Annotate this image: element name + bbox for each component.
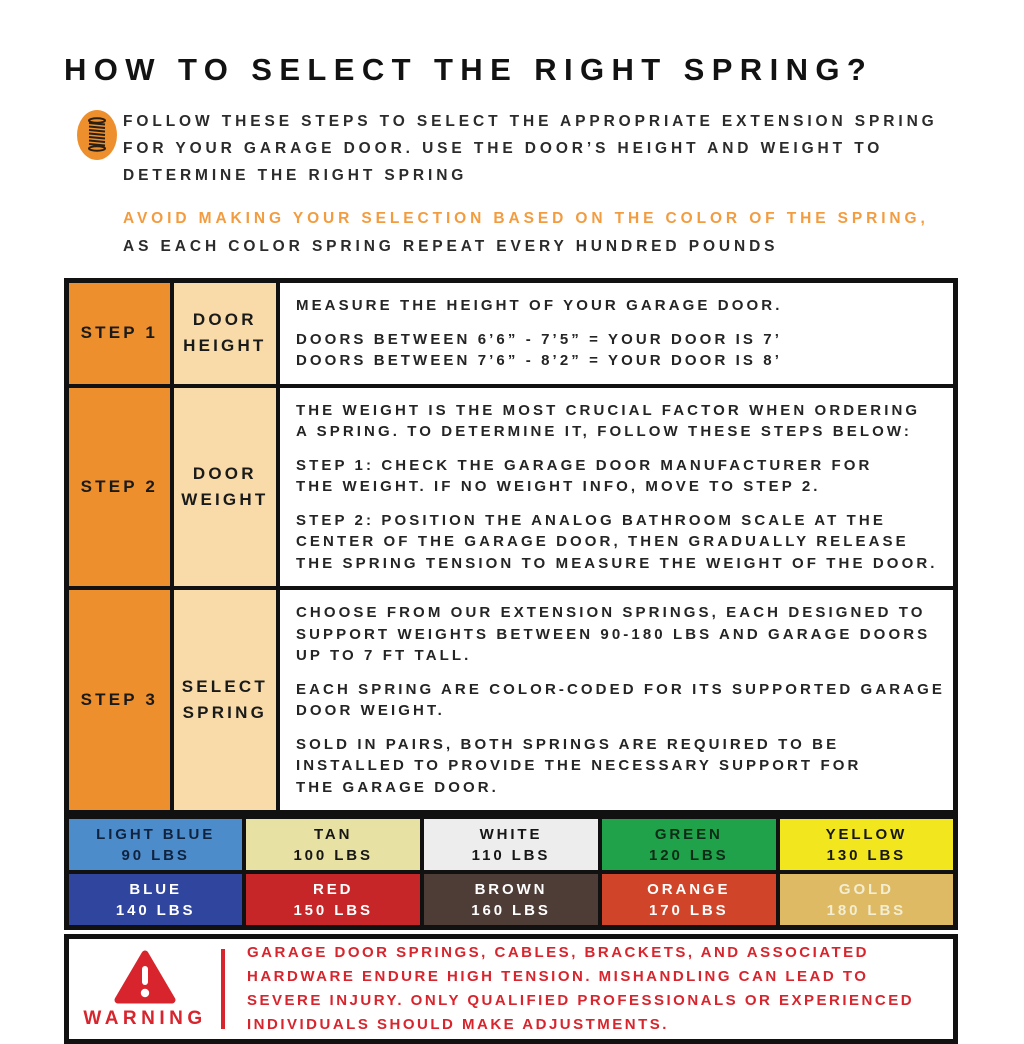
step-2-label: STEP 2 — [67, 386, 172, 589]
description-line: SUPPORT WEIGHTS BETWEEN 90-180 LBS AND GARAGE DOORS — [295, 625, 931, 643]
description-paragraph — [296, 679, 945, 722]
spring-swatch-gold — [778, 872, 956, 928]
description-line: STEP 2: POSITION THE ANALOG BATHROOM SCALE AT THE — [295, 511, 886, 529]
step-2-category — [172, 386, 278, 589]
description-line: THE WEIGHT IS THE MOST CRUCIAL FACTOR WHEN ORDERING — [295, 401, 921, 419]
category-line: HEIGHT — [183, 336, 267, 356]
description-line: SOLD IN PAIRS, BOTH SPRINGS ARE REQUIRED TO BE — [295, 735, 840, 753]
description-line: DOORS BETWEEN 7’6” - 8’2” = YOUR DOOR IS 8’ — [295, 352, 783, 369]
description-line: DOORS BETWEEN 6’6” - 7’5” = YOUR DOOR IS 7’ — [295, 330, 783, 348]
spring-color-name: LIGHT BLUE — [96, 825, 216, 843]
spring-swatch-tan — [244, 817, 422, 873]
warning-section — [64, 934, 958, 1044]
spring-swatch-blue — [67, 872, 245, 928]
spring-swatch-brown — [422, 872, 600, 928]
warning-badge — [69, 949, 221, 1030]
description-paragraph — [296, 602, 945, 667]
intro-line: FOLLOW THESE STEPS TO SELECT THE APPROPRIATE EXTENSION SPRING — [123, 113, 938, 130]
caution-line: AS EACH COLOR SPRING REPEAT EVERY HUNDRED POUNDS — [123, 238, 779, 255]
category-line: WEIGHT — [181, 489, 269, 509]
warning-line: HARDWARE ENDURE HIGH TENSION. MISHANDLING CAN LEAD TO — [247, 968, 869, 985]
step-3-description — [278, 588, 956, 813]
spring-color-name: YELLOW — [825, 825, 908, 843]
step-2-description — [278, 386, 956, 589]
spring-swatch-red — [244, 872, 422, 928]
warning-line: SEVERE INJURY. ONLY QUALIFIED PROFESSIONALS OR EXPERIENCED — [247, 992, 915, 1009]
spring-color-name: BLUE — [129, 880, 182, 898]
intro-text — [123, 106, 938, 189]
description-paragraph — [296, 295, 945, 317]
description-line: CENTER OF THE GARAGE DOOR, THEN GRADUALLY RELEASE — [295, 533, 909, 550]
spring-coil-icon — [77, 110, 117, 160]
caution-note — [123, 205, 958, 261]
step-1-description — [278, 281, 956, 386]
spring-swatch-orange — [600, 872, 778, 928]
intro-line: FOR YOUR GARAGE DOOR. USE THE DOOR’S HEIGHT AND WEIGHT TO — [123, 140, 884, 157]
description-line: THE GARAGE DOOR. — [295, 778, 499, 796]
warning-line: INDIVIDUALS SHOULD MAKE ADJUSTMENTS. — [247, 1016, 669, 1033]
description-paragraph — [296, 734, 945, 799]
spring-weight: 100 LBS — [293, 846, 373, 864]
description-paragraph — [296, 455, 945, 498]
spring-chart-row-1 — [67, 817, 956, 873]
spring-weight: 130 LBS — [826, 846, 907, 864]
category-line: SPRING — [182, 703, 268, 722]
description-line: THE SPRING TENSION TO MEASURE THE WEIGHT OF THE DOOR. — [295, 554, 938, 572]
description-line: UP TO 7 FT TALL. — [295, 647, 472, 664]
spring-weight: 140 LBS — [115, 901, 196, 919]
page-title: HOW TO SELECT THE RIGHT SPRING? — [64, 52, 874, 87]
description-line: MEASURE THE HEIGHT OF YOUR GARAGE DOOR. — [295, 297, 783, 314]
spring-color-name: TAN — [313, 825, 353, 843]
description-line: DOOR WEIGHT. — [295, 702, 445, 719]
spring-color-name: BROWN — [474, 880, 548, 898]
step-3-label: STEP 3 — [67, 588, 172, 813]
step-1-label: STEP 1 — [67, 281, 172, 386]
spring-swatch-green — [600, 817, 778, 873]
warning-line: GARAGE DOOR SPRINGS, CABLES, BRACKETS, AND ASSOCIATED — [247, 944, 869, 961]
warning-divider — [221, 949, 225, 1029]
step-3-row — [67, 588, 956, 813]
description-line: THE WEIGHT. IF NO WEIGHT INFO, MOVE TO STEP 2. — [295, 478, 821, 495]
spring-weight: 120 LBS — [649, 846, 729, 864]
step-3-category — [172, 588, 278, 813]
spring-color-name: ORANGE — [647, 880, 731, 898]
spring-swatch-light-blue — [67, 817, 245, 873]
intro-section — [64, 106, 958, 189]
spring-color-name: GREEN — [654, 825, 723, 843]
spring-swatch-white — [422, 817, 600, 873]
spring-color-chart — [64, 814, 958, 930]
spring-chart-row-2 — [67, 872, 956, 928]
caution-highlight-line: AVOID MAKING YOUR SELECTION BASED ON THE COLOR OF THE SPRING, — [123, 210, 929, 227]
warning-triangle-icon — [114, 949, 176, 1005]
category-line: SELECT — [181, 677, 268, 696]
description-paragraph — [296, 329, 945, 372]
step-2-row — [67, 386, 956, 589]
spring-weight: 150 LBS — [293, 901, 373, 919]
description-line: CHOOSE FROM OUR EXTENSION SPRINGS, EACH DESIGNED TO — [295, 604, 926, 621]
warning-text — [247, 941, 914, 1037]
steps-table — [64, 278, 958, 815]
description-line: EACH SPRING ARE COLOR-CODED FOR ITS SUPPORTED GARAGE — [295, 680, 945, 698]
spring-color-name: RED — [313, 880, 354, 898]
spring-color-name: GOLD — [838, 880, 894, 898]
step-1-row — [67, 281, 956, 386]
description-paragraph — [296, 510, 945, 575]
description-line: STEP 1: CHECK THE GARAGE DOOR MANUFACTURER FOR — [295, 456, 873, 474]
spring-weight: 160 LBS — [471, 901, 551, 919]
description-line: A SPRING. TO DETERMINE IT, FOLLOW THESE STEPS BELOW: — [295, 423, 912, 440]
step-1-category — [172, 281, 278, 386]
spring-weight: 110 LBS — [471, 846, 551, 864]
warning-label: WARNING — [83, 1007, 207, 1029]
intro-line: DETERMINE THE RIGHT SPRING — [123, 167, 468, 184]
description-paragraph — [296, 400, 945, 443]
spring-weight: 180 LBS — [826, 901, 907, 919]
category-line: DOOR — [192, 463, 257, 483]
spring-weight: 90 LBS — [121, 846, 190, 864]
spring-swatch-yellow — [778, 817, 956, 873]
spring-weight: 170 LBS — [649, 901, 729, 919]
description-line: INSTALLED TO PROVIDE THE NECESSARY SUPPORT FOR — [295, 757, 862, 774]
spring-color-name: WHITE — [479, 825, 543, 843]
category-line: DOOR — [192, 310, 257, 330]
